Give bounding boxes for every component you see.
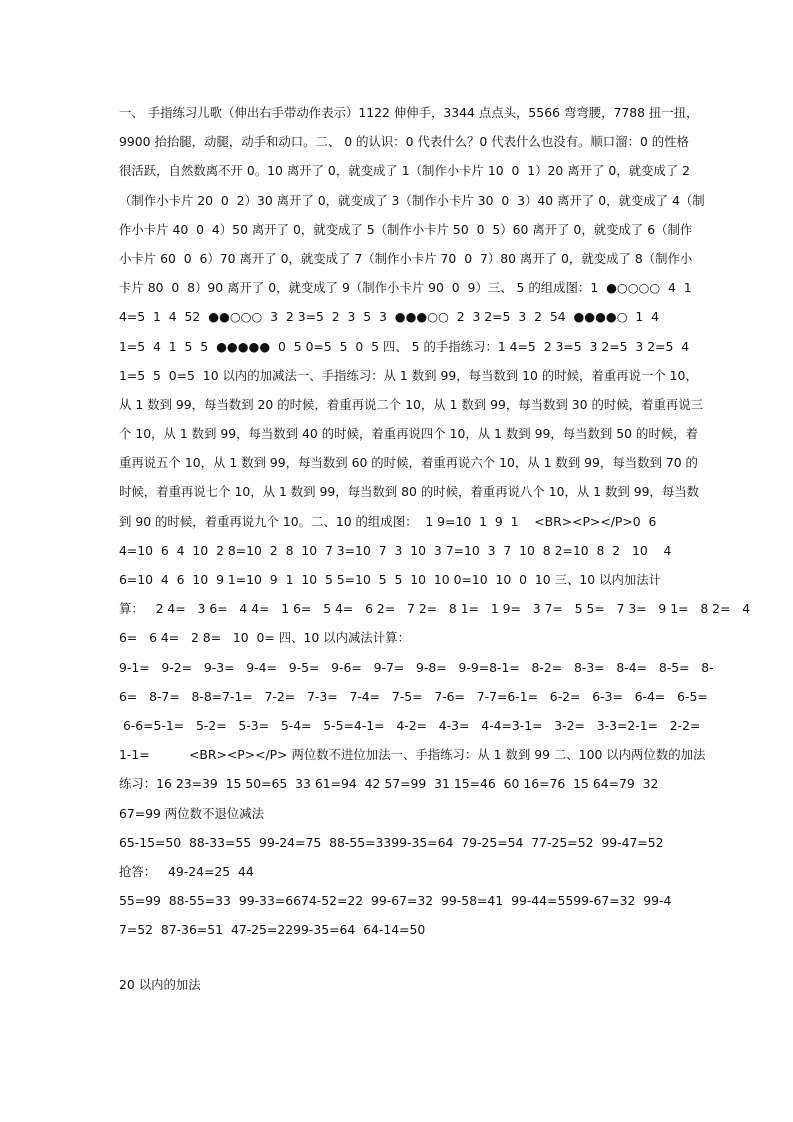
text-line: 7=52 87-36=51 47-25=2299-35=64 64-14=50	[119, 922, 426, 938]
text-line: 个 10，从 1 数到 99，每当数到 40 的时候，着重再说四个 10，从 1 数到 99，每当数到 50 的时候，着	[119, 426, 698, 442]
text-line: （制作小卡片 20 0 2）30 离开了 0，就变成了 3（制作小卡片 30 0 3）40 离开了 0，就变成了 4（制	[119, 192, 705, 208]
text-line: 时候，着重再说七个 10，从 1 数到 99，每当数到 80 的时候，着重再说八个 10，从 1 数到 99，每当数	[119, 484, 700, 500]
text-line: 小卡片 60 0 6）70 离开了 0，就变成了 7（制作小卡片 70 0 7）80 离开了 0，就变成了 8（制作小	[119, 250, 693, 266]
text-line: 4=10 6 4 10 2 8=10 2 8 10 7 3=10 7 3 10 3 7=10 3 7 10 8 2=10 8 2 10 4	[119, 542, 672, 558]
text-line: 1=5 5 0=5 10 以内的加减法一、手指练习：从 1 数到 99，每当数到 10 的时候，着重再说一个 10，	[119, 367, 698, 383]
text-line: 65-15=50 88-33=55 99-24=75 88-55=3399-35=64 79-25=54 77-25=52 99-47=52	[119, 834, 664, 850]
text-line: 6= 6 4= 2 8= 10 0= 四、10 以内减法计算：	[119, 630, 410, 646]
text-line: 1-1= <BR><P></P> 两位数不进位加法一、手指练习：从 1 数到 99 二、100 以内两位数的加法	[119, 747, 706, 763]
text-line: 卡片 80 0 8）90 离开了 0，就变成了 9（制作小卡片 90 0 9）三、 5 的组成图：1 ●○○○○ 4 1	[119, 280, 692, 296]
text-line: 从 1 数到 99，每当数到 20 的时候，着重再说二个 10，从 1 数到 99，每当数到 30 的时候，着重再说三	[119, 396, 703, 412]
body-text	[119, 98, 751, 944]
section-heading: 20 以内的加法	[119, 977, 201, 992]
text-line: 6=10 4 6 10 9 1=10 9 1 10 5 5=10 5 5 10 10 0=10 10 0 10 三、10 以内加法计	[119, 572, 662, 587]
text-line: 抢答： 49-24=25 44	[119, 863, 254, 879]
text-line: 练习：16 23=39 15 50=65 33 61=94 42 57=99 31 15=46 60 16=76 15 64=79 32	[119, 776, 659, 792]
text-line: 9900 抬抬腿，动腿，动手和动口。二、 0 的认识：0 代表什么？0 代表什么也没有。顺口溜：0 的性格	[119, 134, 689, 150]
text-line: 1=5 4 1 5 5 ●●●●● 0 5 0=5 5 0 5 四、 5 的手指练习：1 4=5 2 3=5 3 2=5 3 2=5 4	[119, 338, 690, 354]
text-line: 4=5 1 4 52 ●●○○○ 3 2 3=5 2 3 5 3 ●●●○○ 2 3 2=5 3 2 54 ●●●●○ 1 4	[119, 309, 660, 325]
text-line: 67=99 两位数不退位减法	[119, 805, 264, 821]
text-line: 6-6=5-1= 5-2= 5-3= 5-4= 5-5=4-1= 4-2= 4-3= 4-4=3-1= 3-2= 3-3=2-1= 2-2=	[119, 717, 701, 733]
text-line: 算： 2 4= 3 6= 4 4= 1 6= 5 4= 6 2= 7 2= 8 1= 1 9= 3 7= 5 5= 7 3= 9 1= 8 2= 4	[119, 601, 751, 617]
text-line: 到 90 的时候，着重再说九个 10。二、10 的组成图： 1 9=10 1 9 1 <BR><P></P>0 6	[119, 513, 657, 529]
text-line: 很活跃，自然数离不开 0。10 离开了 0，就变成了 1（制作小卡片 10 0 1）20 离开了 0，就变成了 2	[119, 163, 691, 179]
text-line: 9-1= 9-2= 9-3= 9-4= 9-5= 9-6= 9-7= 9-8= 9-9=8-1= 8-2= 8-3= 8-4= 8-5= 8-	[119, 659, 714, 675]
text-line: 55=99 88-55=33 99-33=6674-52=22 99-67=32 99-58=41 99-44=5599-67=32 99-4	[119, 893, 672, 909]
text-line: 一、 手指练习儿歌（伸出右手带动作表示）1122 伸伸手，3344 点点头，5566 弯弯腰，7788 扭一扭，	[119, 105, 699, 120]
text-line: 6= 8-7= 8-8=7-1= 7-2= 7-3= 7-4= 7-5= 7-6= 7-7=6-1= 6-2= 6-3= 6-4= 6-5=	[119, 688, 708, 704]
text-line: 重再说五个 10，从 1 数到 99，每当数到 60 的时候，着重再说六个 10，从 1 数到 99，每当数到 70 的	[119, 455, 698, 471]
text-line: 作小卡片 40 0 4）50 离开了 0，就变成了 5（制作小卡片 50 0 5）60 离开了 0，就变成了 6（制作	[119, 221, 693, 237]
